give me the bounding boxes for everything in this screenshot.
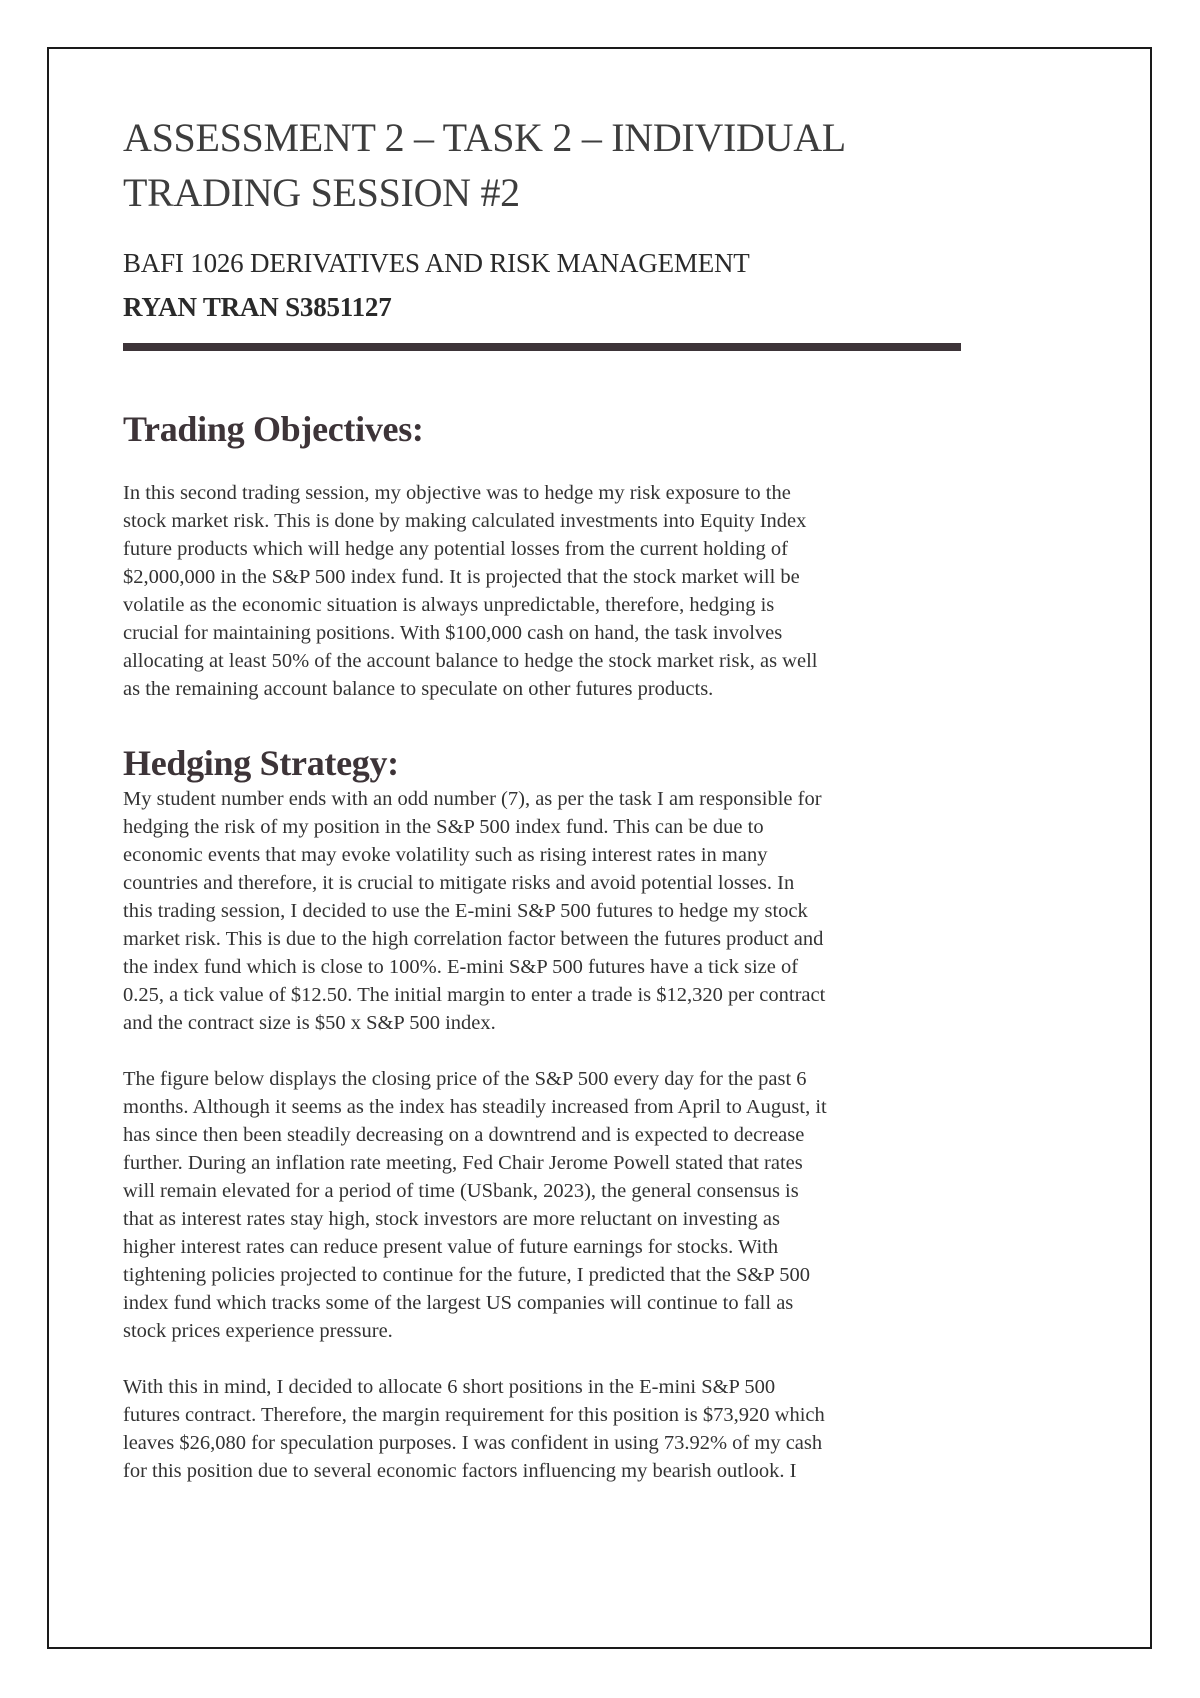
paragraph-hedging-2: The figure below displays the closing price of the S&P 500 every day for the past 6 months. Although it seems as the index has steadily increased from April to August, it has since then been steadily decreasing on a downtrend and is expected to decrease further. During an inflation rate meeting, Fed Chair Jerome Powell stated that rates will remain elevated for a period of time (USbank, 2023), the general consensus is that as interest rates stay high, stock investors are more reluctant on investing as higher interest rates can reduce present value of future earnings for stocks. With tightening policies projected to continue for the future, I predicted that the S&P 500 index fund which tracks some of the largest US companies will continue to fall as stock prices experience pressure. xyxy=(123,1068,827,1342)
document-body xyxy=(123,110,963,1485)
author-name: RYAN TRAN S3851127 xyxy=(123,292,392,322)
paragraph-hedging-3: With this in mind, I decided to allocate 6 short positions in the E-mini S&P 500 futures contract. Therefore, the margin requirement for this position is $73,920 which leaves $26,080 for speculation purposes. I was confident in using 73.92% of my cash for this position due to several economic factors influencing my bearish outlook. I xyxy=(123,1376,825,1482)
heading-hedging-strategy: Hedging Strategy: xyxy=(123,743,399,783)
title-divider xyxy=(123,343,961,351)
heading-trading-objectives: Trading Objectives: xyxy=(123,409,424,449)
paragraph-trading-objectives: In this second trading session, my objective was to hedge my risk exposure to the stock market risk. This is done by making calculated investments into Equity Index future products which will hedge any potential losses from the current holding of $2,000,000 in the S&P 500 index fund. It is projected that the stock market will be volatile as the economic situation is always unpredictable, therefore, hedging is crucial for maintaining positions. With $100,000 cash on hand, the task involves allocating at least 50% of the account balance to hedge the stock market risk, as well as the remaining account balance to speculate on other futures products. xyxy=(123,482,818,700)
paragraph-hedging-1: My student number ends with an odd number (7), as per the task I am responsible for hedging the risk of my position in the S&P 500 index fund. This can be due to economic events that may evoke volatility such as rising interest rates in many countries and therefore, it is crucial to mitigate risks and avoid potential losses. In this trading session, I decided to use the E-mini S&P 500 futures to hedge my stock market risk. This is due to the high correlation factor between the futures product and the index fund which is close to 100%. E-mini S&P 500 futures have a tick size of 0.25, a tick value of $12.50. The initial margin to enter a trade is $12,320 per contract and the contract size is $50 x S&P 500 index. xyxy=(123,788,826,1034)
document-title: ASSESSMENT 2 – TASK 2 – INDIVIDUAL TRADING SESSION #2 xyxy=(123,115,845,215)
course-name: BAFI 1026 DERIVATIVES AND RISK MANAGEMENT xyxy=(123,248,750,278)
